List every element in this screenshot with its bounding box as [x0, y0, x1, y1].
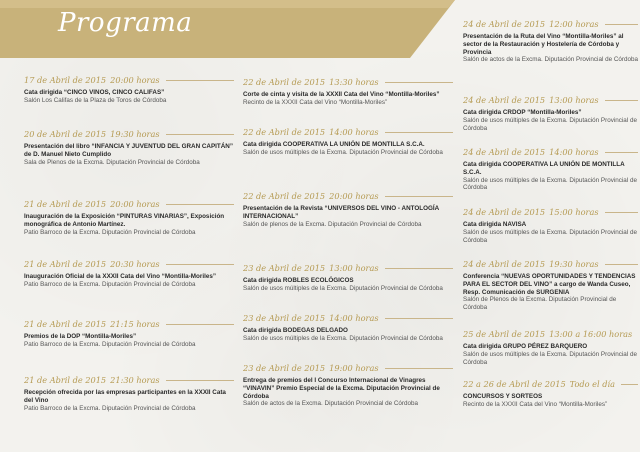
event-time: 13:00 horas — [549, 95, 599, 105]
event-title: Conferencia “NUEVAS OPORTUNIDADES Y TENDENCIAS PARA EL SECTOR DEL VINO” a cargo de Wanda Cuseo, Resp. Comunicación de SURGENIA — [463, 273, 636, 296]
event-date: 21 de Abril de 2015 — [24, 199, 107, 209]
event-place: Recinto de la XXXII Cata del Vino “Montilla-Moriles” — [243, 98, 388, 106]
event-item — [463, 204, 638, 256]
event-time: 14:00 horas — [329, 127, 379, 137]
event-title: Cata dirigida ROBLES ECOLÓGICOS — [243, 277, 354, 284]
event-date: 23 de Abril de 2015 — [243, 263, 326, 273]
event-time: 14:00 horas — [329, 313, 379, 323]
event-date: 24 de Abril de 2015 — [463, 259, 546, 269]
event-place: Salón de usos múltiples de la Excma. Diputación Provincial de Córdoba — [243, 148, 443, 156]
event-time: 15:00 horas — [549, 207, 599, 217]
event-item — [24, 196, 234, 256]
event-time: 20:00 horas — [110, 199, 160, 209]
event-title: Presentación de la Revista “UNIVERSOS DEL VINO - ANTOLOGÍA INTERNACIONAL” — [243, 205, 439, 220]
program-column-2 — [243, 74, 453, 430]
page-title: Programa — [58, 8, 193, 38]
event-date: 25 de Abril de 2015 — [463, 329, 546, 339]
event-title: Presentación de la Ruta del Vino “Montilla-Moriles” al sector de la Restauración y Hostelería de Córdoba y Provincia — [463, 33, 624, 56]
event-item — [24, 126, 234, 196]
event-time: 19:00 horas — [329, 363, 379, 373]
event-time: 21:30 horas — [110, 375, 160, 385]
program-column-3 — [463, 16, 638, 422]
event-item — [463, 376, 638, 422]
event-place: Patio Barroco de la Excma. Diputación Provincial de Córdoba — [24, 280, 196, 288]
event-time: 13:00 horas — [329, 263, 379, 273]
event-date: 24 de Abril de 2015 — [463, 95, 546, 105]
event-time: 20:30 horas — [110, 259, 160, 269]
event-date: 21 de Abril de 2015 — [24, 319, 107, 329]
event-date: 22 de Abril de 2015 — [243, 127, 326, 137]
event-title: Cata dirigida CRDOP “Montilla-Moriles” — [463, 109, 582, 116]
event-item — [24, 72, 234, 126]
event-date: 22 a 26 de Abril de 2015 — [463, 379, 566, 389]
event-time: 19:30 horas — [110, 129, 160, 139]
event-place: Salón de Plenos de la Excma. Diputación Provincial de Córdoba — [463, 296, 617, 312]
event-time: 13:00 a 16:00 horas — [549, 329, 633, 339]
event-place: Salón de plenos de la Excma. Diputación Provincial de Córdoba — [243, 220, 422, 228]
event-place: Salón de usos múltiples de la Excma. Diputación Provincial de Córdoba — [463, 350, 637, 366]
event-place: Patio Barroco de la Excma. Diputación Provincial de Córdoba — [24, 340, 196, 348]
event-item — [463, 256, 638, 326]
event-date: 24 de Abril de 2015 — [463, 207, 546, 217]
event-title: Recepción ofrecida por las empresas participantes en la XXXII Cata del Vino — [24, 389, 226, 404]
event-place: Salón de usos múltiples de la Excma. Diputación Provincial de Córdoba — [463, 228, 637, 244]
event-item — [243, 124, 453, 188]
event-place: Salón de usos múltiples de la Excma. Diputación Provincial de Córdoba — [463, 176, 637, 192]
event-item — [463, 16, 638, 92]
event-time: 20:00 horas — [329, 191, 379, 201]
event-place: Salón de usos múltiples de la Excma. Diputación Provincial de Córdoba — [243, 284, 443, 292]
event-item — [243, 360, 453, 430]
event-time: 19:30 horas — [549, 259, 599, 269]
event-title: Cata dirigida “CINCO VINOS, CINCO CALIFAS” — [24, 89, 165, 96]
event-title: Premios de la DOP “Montilla-Moriles” — [24, 333, 137, 340]
event-place: Recinto de la XXXII Cata del Vino “Montilla-Moriles” — [463, 400, 608, 408]
event-item — [24, 256, 234, 316]
event-date: 21 de Abril de 2015 — [24, 375, 107, 385]
event-title: Corte de cinta y visita de la XXXII Cata del Vino “Montilla-Moriles” — [243, 91, 440, 98]
event-item — [243, 310, 453, 360]
event-title: Cata dirigida GRUPO PÉREZ BARQUERO — [463, 343, 588, 350]
event-place: Salón Los Califas de la Plaza de Toros de Córdoba — [24, 96, 167, 104]
event-item — [24, 316, 234, 372]
event-date: 17 de Abril de 2015 — [24, 75, 107, 85]
event-time: 21:15 horas — [110, 319, 160, 329]
event-place: Salón de actos de la Excma. Diputación Provincial de Córdoba — [243, 400, 419, 408]
event-date: 20 de Abril de 2015 — [24, 129, 107, 139]
event-title: Cata dirigida COOPERATIVA LA UNIÓN DE MONTILLA S.C.A. — [463, 161, 625, 176]
event-item — [243, 188, 453, 260]
event-item — [243, 74, 453, 124]
event-item — [243, 260, 453, 310]
event-date: 22 de Abril de 2015 — [243, 191, 326, 201]
event-date: 24 de Abril de 2015 — [463, 147, 546, 157]
event-title: Inauguración Oficial de la XXXII Cata del Vino “Montilla-Moriles” — [24, 273, 216, 280]
event-place: Salón de usos múltiples de la Excma. Diputación Provincial de Córdoba — [243, 334, 443, 342]
event-title: CONCURSOS Y SORTEOS — [463, 393, 543, 400]
event-item — [24, 372, 234, 432]
event-place: Patio Barroco de la Excma. Diputación Provincial de Córdoba — [24, 404, 196, 412]
event-title: Inauguración de la Exposición “PINTURAS VINARIAS”, Exposición monográfica de Antonio Martínez. — [24, 213, 225, 228]
event-item — [463, 92, 638, 144]
event-time: 20:00 horas — [110, 75, 160, 85]
program-column-1 — [24, 72, 234, 432]
event-place: Patio Barroco de la Excma. Diputación Provincial de Córdoba — [24, 228, 196, 236]
event-time: 13:30 horas — [329, 77, 379, 87]
event-date: 21 de Abril de 2015 — [24, 259, 107, 269]
event-place: Salón de actos de la Excma. Diputación Provincial de Córdoba — [463, 56, 639, 64]
event-title: Cata dirigida COOPERATIVA LA UNIÓN DE MONTILLA S.C.A. — [243, 141, 425, 148]
event-date: 24 de Abril de 2015 — [463, 19, 546, 29]
event-title: Cata dirigida BODEGAS DELGADO — [243, 327, 348, 334]
event-time: 14:00 horas — [549, 147, 599, 157]
event-item — [463, 144, 638, 204]
event-title: Cata dirigida NAVISA — [463, 221, 527, 228]
event-date: 23 de Abril de 2015 — [243, 313, 326, 323]
event-date: 23 de Abril de 2015 — [243, 363, 326, 373]
event-time: Todo el día — [569, 379, 615, 389]
event-title: Entrega de premios del I Concurso Internacional de Vinagres “VINAVIN” Premio Especial de la Excma. Diputación Provincial de Córdoba — [243, 377, 440, 400]
event-title: Presentación del libro “INFANCIA Y JUVENTUD DEL GRAN CAPITÁN” de D. Manuel Nieto Cumplido — [24, 143, 233, 158]
event-item — [463, 326, 638, 376]
event-place: Sala de Plenos de la Excma. Diputación Provincial de Córdoba — [24, 158, 200, 166]
event-date: 22 de Abril de 2015 — [243, 77, 326, 87]
event-place: Salón de usos múltiples de la Excma. Diputación Provincial de Córdoba — [463, 116, 637, 132]
event-time: 12:00 horas — [549, 19, 599, 29]
